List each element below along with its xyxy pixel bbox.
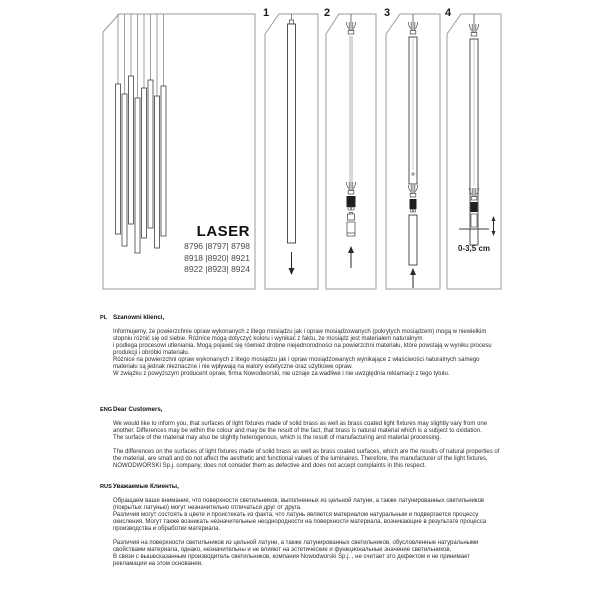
inner-socket: [471, 214, 477, 227]
product-overview-panel: [102, 12, 257, 291]
text-line: NOWODWORSKI Sp.j. company, does not consider them as defective and does not accept complaints in this respect.: [113, 463, 427, 469]
section-eng: [100, 406, 514, 470]
adjustment-range-label: 0-3,5 cm: [457, 244, 491, 253]
product-code-line: 8796 |8797| 8798: [184, 241, 250, 251]
product-branding: [184, 223, 250, 275]
step-2-diagram: [324, 12, 378, 291]
text-line: The surface of the material may also be slightly heterogenous, which is the result of manufacturing and material processing.: [113, 435, 442, 441]
section-rus: [100, 483, 514, 568]
suspension-cords: [118, 14, 164, 98]
lower-tube: [409, 215, 417, 265]
language-tag: ENG: [100, 407, 113, 413]
greeting: Szanowni klienci,: [113, 314, 165, 321]
step-3-number: 3: [384, 7, 391, 19]
section-body: [113, 421, 514, 470]
step-4-panel: [445, 7, 503, 291]
text-line: рекламации на этом основании.: [113, 561, 203, 567]
connector-tabs: [411, 210, 416, 213]
cord-grip-icon: [346, 182, 356, 194]
section-heading: [100, 483, 514, 490]
section-heading: [100, 406, 514, 413]
paragraph-gap: [113, 533, 514, 540]
arrow-up-icon: [410, 268, 416, 288]
step-2-number: 2: [324, 7, 331, 19]
text-line: (покрытых латунью) могут незначительно отличаться друг от друга.: [113, 505, 302, 511]
text-line: materiału są jednak nieznaczne i nie wpływają na walory estetyczne oraz użytkowe opraw.: [113, 364, 353, 370]
paragraph-gap: [113, 442, 514, 449]
text-line: The differences on the surfaces of light fixtures made of solid brass as well as brass coated surfaces, which are the results of natural properties of: [113, 449, 500, 455]
text-line: Różnice na powierzchni opraw wykonanych z litego mosiądzu jak i opraw mosiądzowanych wynikające z właściwości naturalnych samego: [113, 357, 480, 363]
cord-fitting: [290, 20, 294, 24]
section-body: [113, 329, 514, 378]
section-heading: [100, 314, 514, 321]
cord-grip-icon: [469, 24, 479, 36]
greeting: Dear Customers,: [113, 406, 163, 413]
connector-block: [410, 199, 417, 209]
text-line: Обращаем ваше внимание, что поверхности светильников, выполненных из цельной латуни, а также латунированных светильников: [113, 498, 485, 504]
coupling-piece: [347, 213, 355, 237]
text-line: Informujemy, że powierzchnie opraw wykonanych z litego mosiądzu jak i opraw mosiądzowanych (pokrytych mosiądzem) mogą w niewielkim: [113, 329, 487, 335]
step-4-number: 4: [445, 7, 452, 19]
text-line: produkcji i obróbki materiału.: [113, 350, 190, 356]
text-line: W związku z powyższym producent opraw, firma Nowodworski, nie uznaje za wadliwe i nie uwzględnia reklamacji z tego tytułu.: [113, 371, 450, 377]
cord-grip-icon: [408, 22, 418, 34]
section-body: [113, 498, 514, 568]
text-line: Различия на поверхности светильников из цельной латуни, а также латунированных светильников, обусловленные натуральными: [113, 540, 479, 546]
connector-tabs: [348, 207, 354, 210]
language-tag: RUS: [100, 484, 112, 490]
product-code-line: 8922 |8923| 8924: [184, 264, 250, 274]
cord-grip-icon: [408, 185, 418, 197]
arrow-down-icon: [289, 252, 295, 275]
product-code-line: 8918 |8920| 8921: [184, 252, 250, 263]
text-line: We would like to inform you, that surfaces of light fixtures made of solid brass as well as brass coated light fixtures may slightly vary from one: [113, 421, 488, 427]
text-line: another. Differences may be within the colour and may be the result of the fact, that brass is natural material which is a subject to oxidation.: [113, 428, 482, 434]
connector-block: [347, 196, 356, 207]
language-tag: PL: [100, 315, 108, 321]
pendant-tubes: [116, 76, 167, 253]
arrow-up-icon: [348, 246, 354, 268]
step-1-number: 1: [263, 7, 270, 19]
text-line: В связи с вышесказанным производитель светильников, компания Nowodworski Sp.j. , не считает это дефектом и не принимает: [113, 554, 470, 560]
greeting: Уважаемые Клиенты,: [113, 483, 179, 490]
product-name: LASER: [196, 223, 250, 240]
step-1-panel: [263, 7, 320, 291]
text-line: свойствами материала, однако, незначительны и не влияют на эстетические и функциональные значение светильников.: [113, 547, 452, 553]
notice-text: [100, 314, 514, 568]
step-3-diagram: [384, 12, 442, 291]
wire: [350, 36, 352, 182]
text-line: stopniu różnić się od siebie. Różnice mogą dotyczyć koloru i wynikać z faktu, że mosiądz jest materiałem naturalnym: [113, 336, 423, 342]
step-1-diagram: [263, 12, 320, 291]
connector-block: [471, 202, 478, 212]
tube: [288, 24, 296, 243]
text-line: производства и обработки материала.: [113, 526, 221, 532]
arrow-up-down-icon: [492, 216, 496, 236]
step-2-panel: [324, 7, 378, 291]
text-line: Различия могут состоять в цвете и проистекать из факта, что латунь является материалом натуральным и подвергается процессу: [113, 512, 479, 518]
section-pl: [100, 314, 514, 378]
text-line: i podlega procesowi utleniania. Mogą pojawić się również drobne niejednorodności na powierzchni materiału, które powstają w wyniku procesu: [113, 343, 492, 349]
step-3-panel: [384, 7, 442, 291]
cord-grip-icon: [346, 22, 356, 34]
text-line: the material, are small and do not affect the aesthetic and functional values of the luminaires. Therefore, the manufacturer of the light fixtures,: [113, 456, 488, 462]
text-line: окисления. Могут также возникать незначительные неоднородности на поверхности материала, возникающие в результате процесса: [113, 519, 487, 525]
